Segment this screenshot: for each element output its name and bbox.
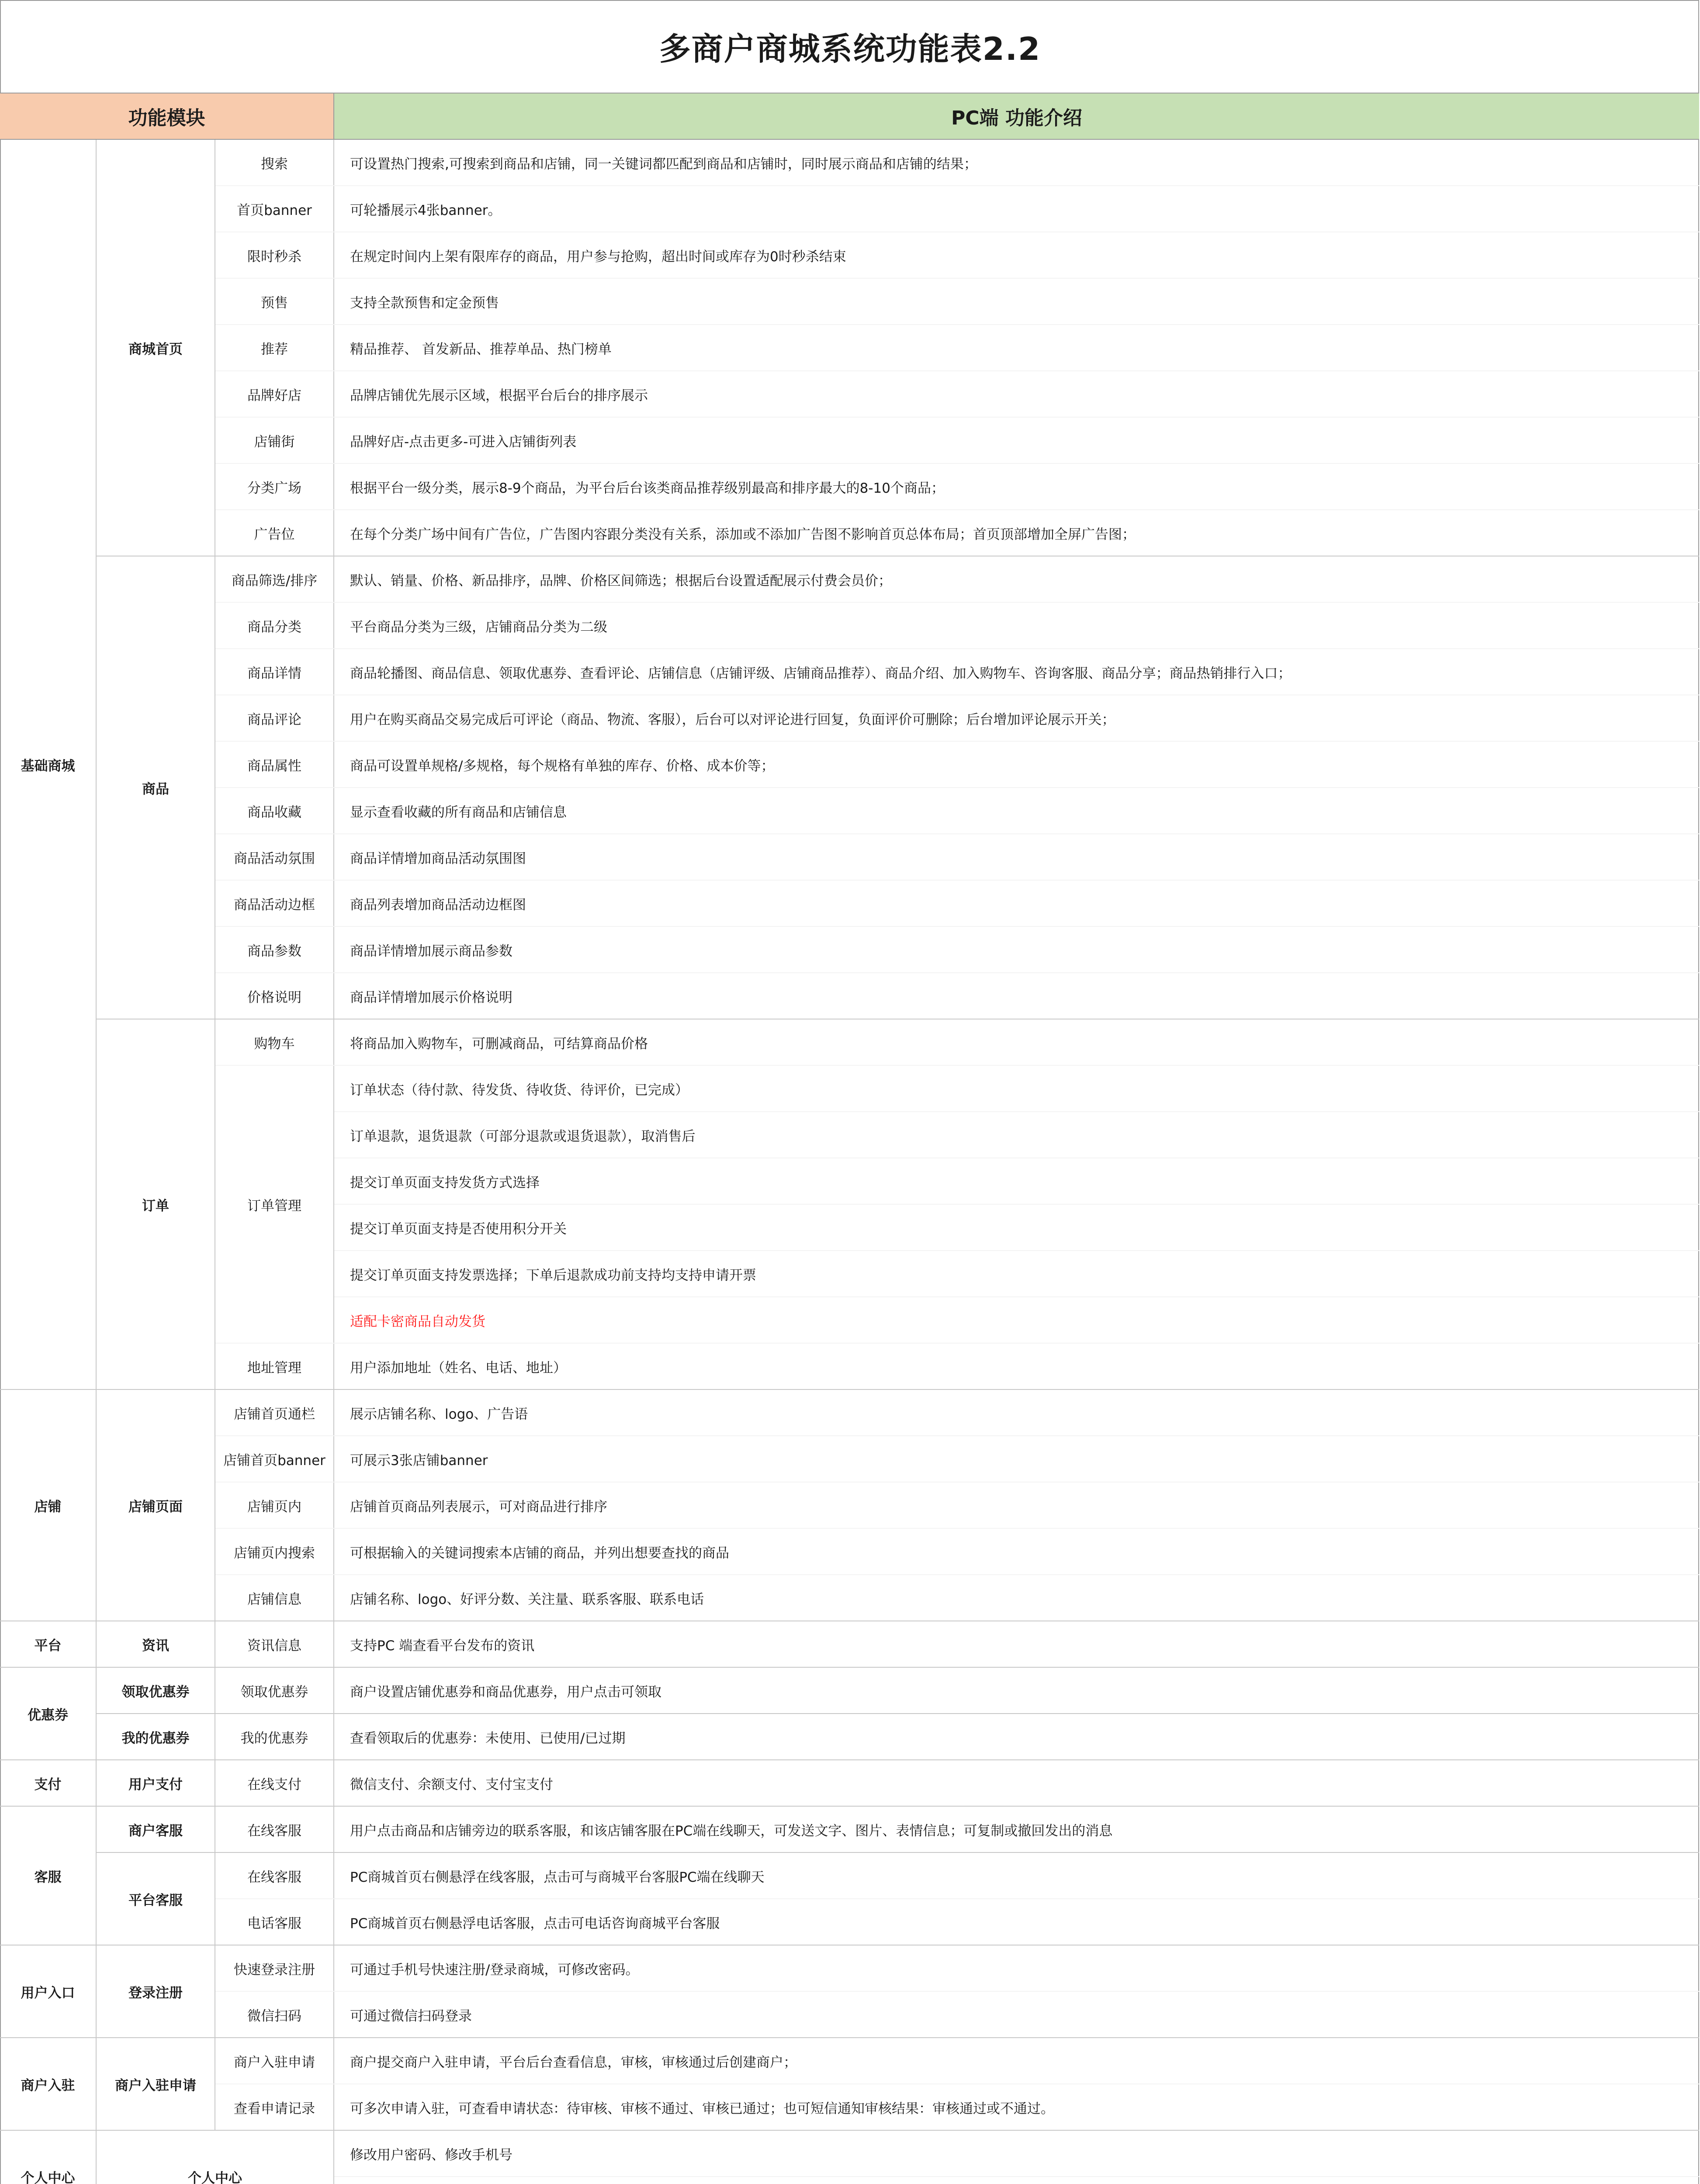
feature-description: 微信支付、余额支付、支付宝支付 <box>334 1760 1699 1806</box>
table-row <box>0 278 1699 325</box>
feature-description: 在每个分类广场中间有广告位，广告图内容跟分类没有关系，添加或不添加广告图不影响首页总体布局；首页顶部增加全屏广告图； <box>334 510 1699 556</box>
feature-description: 提交订单页面支持发票选择；下单后退款成功前支持均支持申请开票 <box>334 1251 1699 1297</box>
feature-cell: 查看申请记录 <box>215 2084 334 2130</box>
table-row <box>0 1575 1699 1621</box>
table-row <box>0 1760 1699 1806</box>
feature-description: 品牌店铺优先展示区域，根据平台后台的排序展示 <box>334 371 1699 417</box>
table-row <box>0 2130 1699 2177</box>
feature-description: 支持全款预售和定金预售 <box>334 278 1699 325</box>
feature-description: 品牌好店-点击更多-可进入店铺街列表 <box>334 417 1699 463</box>
feature-cell: 微信扫码 <box>215 1991 334 2038</box>
table-row <box>0 1991 1699 2038</box>
feature-description: 修改用户密码、修改手机号 <box>334 2130 1699 2177</box>
feature-cell: 电话客服 <box>215 1899 334 1945</box>
module-sub-cell: 店铺页面 <box>96 1389 215 1621</box>
feature-cell: 我的优惠券 <box>215 1714 334 1760</box>
feature-cell: 商品收藏 <box>215 788 334 834</box>
feature-cell: 店铺页内搜索 <box>215 1528 334 1575</box>
feature-description: 支持PC 端查看平台发布的资讯 <box>334 1621 1699 1667</box>
table-row <box>0 973 1699 1019</box>
feature-cell: 分类广场 <box>215 463 334 510</box>
feature-cell: 商品评论 <box>215 695 334 741</box>
table-row <box>0 1852 1699 1899</box>
table-row <box>0 1621 1699 1667</box>
module-sub-cell: 登录注册 <box>96 1945 215 2038</box>
feature-description: 可多次申请入驻，可查看申请状态：待审核、审核不通过、审核已通过；也可短信通知审核结果：审核通过或不通过。 <box>334 2084 1699 2130</box>
table-row <box>0 695 1699 741</box>
module-sub-cell: 商品 <box>96 556 215 1019</box>
feature-description: 可通过手机号快速注册/登录商城，可修改密码。 <box>334 1945 1699 1991</box>
table-row <box>0 880 1699 926</box>
table-row <box>0 232 1699 278</box>
feature-cell: 在线支付 <box>215 1760 334 1806</box>
table-row <box>0 1065 1699 1112</box>
feature-cell: 广告位 <box>215 510 334 556</box>
feature-description: 商品详情增加商品活动氛围图 <box>334 834 1699 880</box>
table-row <box>0 371 1699 417</box>
feature-description: 查看领取后的优惠券：未使用、已使用/已过期 <box>334 1714 1699 1760</box>
feature-description: 可根据输入的关键词搜索本店铺的商品，并列出想要查找的商品 <box>334 1528 1699 1575</box>
header-pc-intro: PC端 功能介绍 <box>334 93 1699 139</box>
feature-cell: 商品活动边框 <box>215 880 334 926</box>
feature-description: 店铺名称、logo、好评分数、关注量、联系客服、联系电话 <box>334 1575 1699 1621</box>
module-group-cell: 商户入驻 <box>0 2038 96 2130</box>
module-sub-cell: 资讯 <box>96 1621 215 1667</box>
feature-cell: 商品属性 <box>215 741 334 788</box>
table-row <box>0 1899 1699 1945</box>
feature-cell: 购物车 <box>215 1019 334 1065</box>
feature-description: 显示查看收藏的所有商品和店铺信息 <box>334 788 1699 834</box>
feature-description: 商品可设置单规格/多规格，每个规格有单独的库存、价格、成本价等； <box>334 741 1699 788</box>
feature-cell: 订单管理 <box>215 1065 334 1343</box>
table-row <box>0 325 1699 371</box>
feature-description <box>334 2177 1699 2184</box>
feature-cell: 价格说明 <box>215 973 334 1019</box>
feature-description: 平台商品分类为三级，店铺商品分类为二级 <box>334 602 1699 649</box>
feature-description: 可通过微信扫码登录 <box>334 1991 1699 2038</box>
feature-cell: 店铺首页通栏 <box>215 1389 334 1436</box>
module-group-cell: 用户入口 <box>0 1945 96 2038</box>
table-row <box>0 1343 1699 1389</box>
feature-description: 订单状态（待付款、待发货、待收货、待评价，已完成） <box>334 1065 1699 1112</box>
feature-cell: 商品详情 <box>215 649 334 695</box>
feature-cell: 限时秒杀 <box>215 232 334 278</box>
feature-cell: 地址管理 <box>215 1343 334 1389</box>
module-sub-cell: 商户客服 <box>96 1806 215 1852</box>
module-sub-cell: 用户支付 <box>96 1760 215 1806</box>
module-sub-cell: 商户入驻申请 <box>96 2038 215 2130</box>
feature-description: 将商品加入购物车，可删减商品，可结算商品价格 <box>334 1019 1699 1065</box>
feature-cell: 领取优惠券 <box>215 1667 334 1714</box>
feature-cell: 快速登录注册 <box>215 1945 334 1991</box>
feature-cell: 店铺信息 <box>215 1575 334 1621</box>
feature-description: 适配卡密商品自动发货 <box>334 1297 1699 1343</box>
feature-description: 展示店铺名称、logo、广告语 <box>334 1389 1699 1436</box>
table-row <box>0 1528 1699 1575</box>
feature-cell: 品牌好店 <box>215 371 334 417</box>
feature-cell: 在线客服 <box>215 1852 334 1899</box>
module-group-cell: 支付 <box>0 1760 96 1806</box>
feature-description: 在规定时间内上架有限库存的商品，用户参与抢购，超出时间或库存为0时秒杀结束 <box>334 232 1699 278</box>
table-row <box>0 1806 1699 1852</box>
table-row <box>0 1714 1699 1760</box>
table-row <box>0 1945 1699 1991</box>
feature-description: PC商城首页右侧悬浮在线客服，点击可与商城平台客服PC端在线聊天 <box>334 1852 1699 1899</box>
table-row <box>0 2038 1699 2084</box>
feature-description: 商品列表增加商品活动边框图 <box>334 880 1699 926</box>
table-row <box>0 602 1699 649</box>
feature-description: 用户在购买商品交易完成后可评论（商品、物流、客服），后台可以对评论进行回复，负面评价可删除；后台增加评论展示开关； <box>334 695 1699 741</box>
feature-description: 可展示3张店铺banner <box>334 1436 1699 1482</box>
feature-description: 默认、销量、价格、新品排序，品牌、价格区间筛选；根据后台设置适配展示付费会员价； <box>334 556 1699 602</box>
table-row <box>0 741 1699 788</box>
module-group-cell: 平台 <box>0 1621 96 1667</box>
table-row <box>0 649 1699 695</box>
table-row <box>0 1667 1699 1714</box>
feature-cell: 店铺街 <box>215 417 334 463</box>
feature-cell: 店铺首页banner <box>215 1436 334 1482</box>
feature-description: 精品推荐、 首发新品、推荐单品、热门榜单 <box>334 325 1699 371</box>
module-group-cell: 基础商城 <box>0 139 96 1389</box>
module-sub-cell: 商城首页 <box>96 139 215 556</box>
table-row <box>0 186 1699 232</box>
feature-cell: 资讯信息 <box>215 1621 334 1667</box>
table-row <box>0 1389 1699 1436</box>
feature-cell: 推荐 <box>215 325 334 371</box>
feature-description: 用户点击商品和店铺旁边的联系客服，和该店铺客服在PC端在线聊天，可发送文字、图片、表情信息；可复制或撤回发出的消息 <box>334 1806 1699 1852</box>
feature-cell: 商品分类 <box>215 602 334 649</box>
feature-description: 用户添加地址（姓名、电话、地址） <box>334 1343 1699 1389</box>
table-row <box>0 139 1699 186</box>
feature-description: PC商城首页右侧悬浮电话客服，点击可电话咨询商城平台客服 <box>334 1899 1699 1945</box>
feature-description: 商品详情增加展示商品参数 <box>334 926 1699 973</box>
table-row <box>0 788 1699 834</box>
feature-description: 提交订单页面支持是否使用积分开关 <box>334 1204 1699 1251</box>
module-group-cell: 客服 <box>0 1806 96 1945</box>
module-sub-cell: 订单 <box>96 1019 215 1389</box>
feature-description: 根据平台一级分类，展示8-9个商品，为平台后台该类商品推荐级别最高和排序最大的8-10个商品； <box>334 463 1699 510</box>
feature-cell: 搜索 <box>215 139 334 186</box>
table-header-row <box>0 93 1699 139</box>
table-row <box>0 834 1699 880</box>
table-row <box>0 556 1699 602</box>
feature-table <box>0 93 1699 2184</box>
feature-cell: 商品活动氛围 <box>215 834 334 880</box>
table-row <box>0 1482 1699 1528</box>
module-sub-cell: 我的优惠券 <box>96 1714 215 1760</box>
feature-description: 可轮播展示4张banner。 <box>334 186 1699 232</box>
table-row <box>0 926 1699 973</box>
feature-cell: 首页banner <box>215 186 334 232</box>
header-module: 功能模块 <box>0 93 334 139</box>
module-group-cell: 店铺 <box>0 1389 96 1621</box>
module-sub-cell: 平台客服 <box>96 1852 215 1945</box>
feature-description: 订单退款，退货退款（可部分退款或退货退款），取消售后 <box>334 1112 1699 1158</box>
table-row <box>0 1019 1699 1065</box>
feature-description: 可设置热门搜索,可搜索到商品和店铺，同一关键词都匹配到商品和店铺时，同时展示商品和店铺的结果； <box>334 139 1699 186</box>
feature-description: 商户提交商户入驻申请，平台后台查看信息，审核，审核通过后创建商户； <box>334 2038 1699 2084</box>
feature-description: 店铺首页商品列表展示，可对商品进行排序 <box>334 1482 1699 1528</box>
module-sub-cell: 领取优惠券 <box>96 1667 215 1714</box>
table-row <box>0 1436 1699 1482</box>
module-sub-cell: 个人中心 <box>96 2130 334 2184</box>
module-group-cell: 优惠券 <box>0 1667 96 1760</box>
table-row <box>0 2084 1699 2130</box>
feature-cell: 在线客服 <box>215 1806 334 1852</box>
page-title: 多商户商城系统功能表2.2 <box>659 31 1041 67</box>
feature-description: 提交订单页面支持发货方式选择 <box>334 1158 1699 1204</box>
feature-description: 商品轮播图、商品信息、领取优惠券、查看评论、店铺信息（店铺评级、店铺商品推荐）、商品介绍、加入购物车、咨询客服、商品分享；商品热销排行入口； <box>334 649 1699 695</box>
table-row <box>0 463 1699 510</box>
feature-cell: 商户入驻申请 <box>215 2038 334 2084</box>
module-group-cell: 个人中心 <box>0 2130 96 2184</box>
feature-cell: 店铺页内 <box>215 1482 334 1528</box>
feature-cell: 商品参数 <box>215 926 334 973</box>
feature-cell: 预售 <box>215 278 334 325</box>
feature-description: 商户设置店铺优惠券和商品优惠券，用户点击可领取 <box>334 1667 1699 1714</box>
feature-description: 商品详情增加展示价格说明 <box>334 973 1699 1019</box>
table-row <box>0 510 1699 556</box>
table-row <box>0 417 1699 463</box>
feature-cell: 商品筛选/排序 <box>215 556 334 602</box>
